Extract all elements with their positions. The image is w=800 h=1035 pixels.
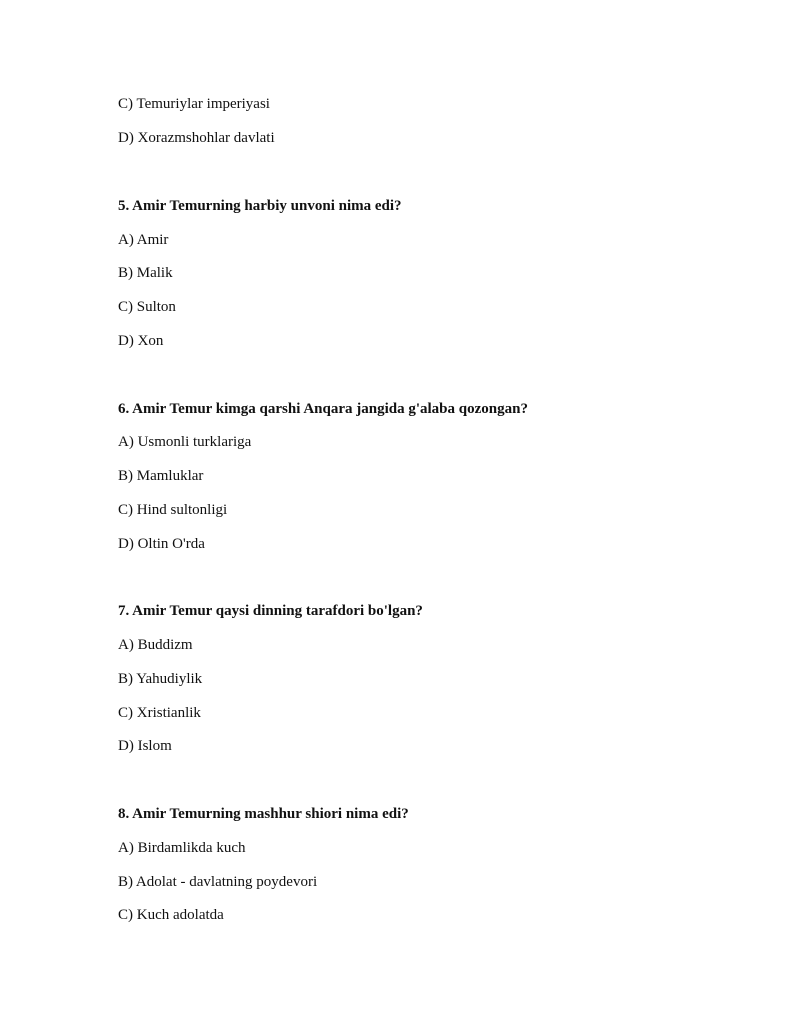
option-d: D) Xorazmshohlar davlati: [118, 130, 275, 146]
question-8-option-b: B) Adolat - davlatning poydevori: [118, 874, 318, 890]
question-6-option-c: C) Hind sultonligi: [118, 502, 228, 518]
question-6-option-a: A) Usmonli turklariga: [118, 434, 252, 450]
question-7-option-c: C) Xristianlik: [118, 705, 201, 721]
question-5-option-b: B) Malik: [118, 265, 173, 281]
question-7-option-d: D) Islom: [118, 738, 172, 754]
question-8-option-a: A) Birdamlikda kuch: [118, 840, 246, 856]
option-c: C) Temuriylar imperiyasi: [118, 96, 270, 112]
question-7-option-b: B) Yahudiylik: [118, 671, 203, 687]
question-8-option-c: C) Kuch adolatda: [118, 907, 224, 923]
question-5-option-d: D) Xon: [118, 333, 164, 349]
question-5-option-c: C) Sulton: [118, 299, 176, 315]
question-7-option-a: A) Buddizm: [118, 637, 193, 653]
question-7-title: 7. Amir Temur qaysi dinning tarafdori bo'lgan?: [118, 603, 423, 619]
question-5-option-a: A) Amir: [118, 232, 169, 248]
question-6-option-b: B) Mamluklar: [118, 468, 204, 484]
question-6-option-d: D) Oltin O'rda: [118, 536, 205, 552]
question-6-title: 6. Amir Temur kimga qarshi Anqara jangida g'alaba qozongan?: [118, 401, 528, 417]
question-5-title: 5. Amir Temurning harbiy unvoni nima edi?: [118, 198, 402, 214]
question-8-title: 8. Amir Temurning mashhur shiori nima edi?: [118, 806, 409, 822]
